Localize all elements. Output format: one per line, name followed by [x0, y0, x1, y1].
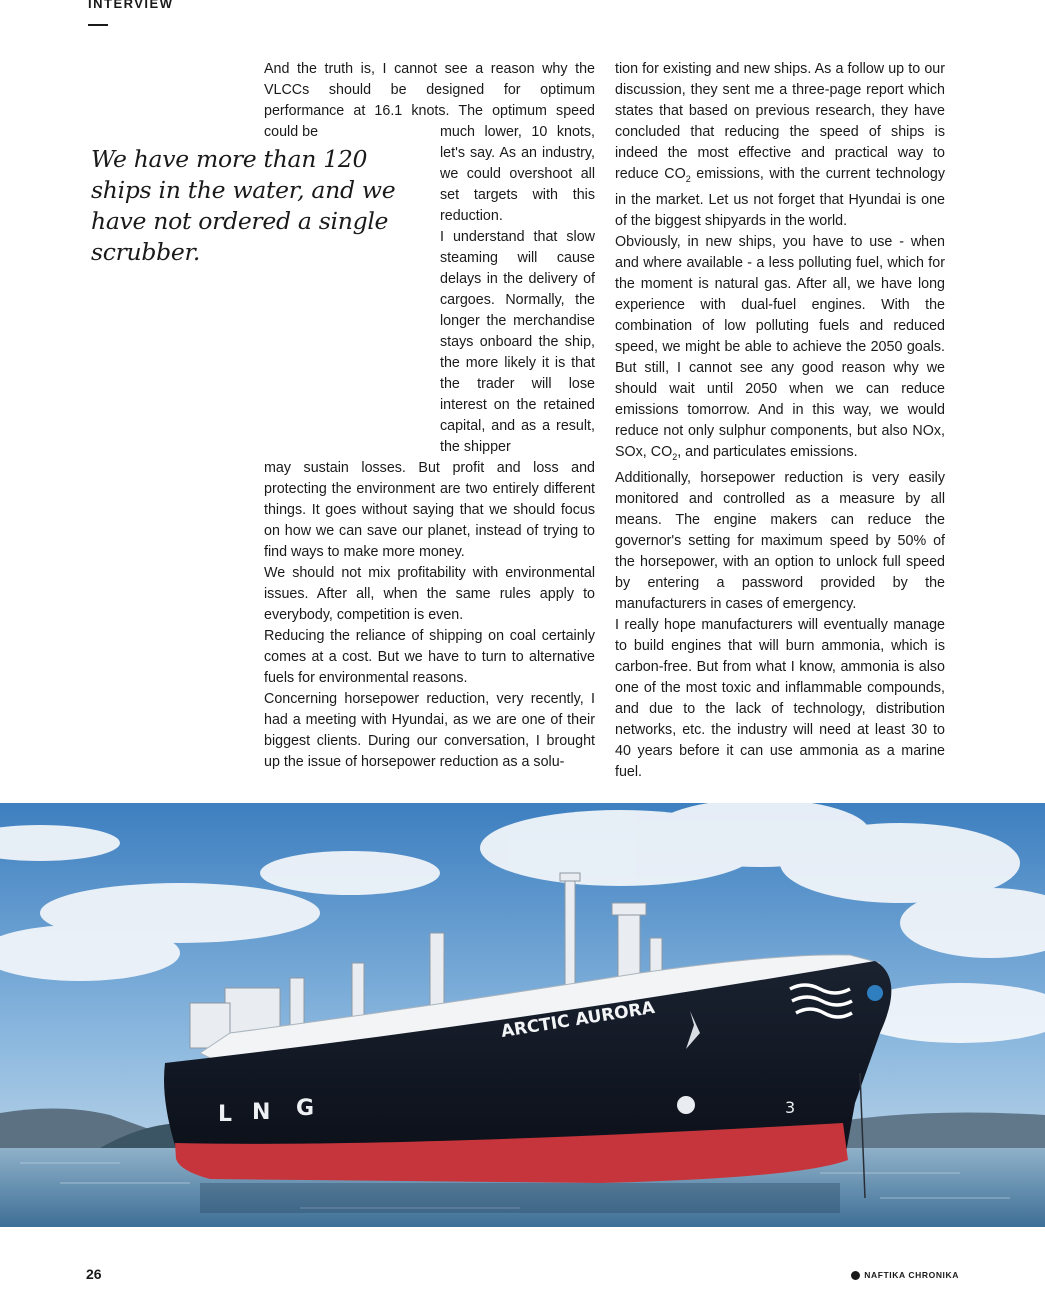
- paragraph: tion for existing and new ships. As a follow up to our discussion, they sent me a three-page report which states that based on previous research, they have concluded that reducing the speed of ships is indeed the most effective and practical way to reduce $CO_2$ emissions, with the current technology in the market. Let us not forget that Hyundai is one of the biggest shipyards in the world.: [615, 61, 945, 229]
- bow-mark: 3: [785, 1098, 796, 1117]
- lng-carrier-photo: [0, 803, 1045, 1227]
- pull-quote: We have more than 120 ships in the water, and we have not ordered a single scrubber.: [91, 145, 396, 266]
- brand-name: NAFTIKA CHRONIKA: [864, 1270, 959, 1280]
- paragraph: I understand that slow steaming will cause delays in the delivery of cargoes. Normally, the longer the merchandise stays onboard the ship, the more likely it is that the trader will lose interest on the retained capital, and as a result, the shipper: [440, 229, 595, 455]
- hull-letter: N: [252, 1100, 271, 1125]
- paragraph: And the truth is, I cannot see a reason why the VLCCs should be designed for optimum performance at 16.1 knots. The optimum speed could be: [264, 61, 595, 140]
- footer-brand: [851, 1270, 959, 1280]
- paragraph: Concerning horsepower reduction, very recently, I had a meeting with Hyundai, as we are one of their biggest clients. During our conversation, I brought up the issue of horsepower reduction as a solu-: [264, 691, 595, 770]
- paragraph: We should not mix profitability with environmental issues. After all, when the same rules apply to everybody, competition is even.: [264, 565, 595, 623]
- hull-letter: L: [218, 1102, 233, 1127]
- paragraph: Obviously, in new ships, you have to use - when and where available - a less polluting fuel, which for the moment is natural gas. After all, we have long experience with dual-fuel engines. With the combination of low polluting fuels and reduced speed, we might be able to achieve the 2050 goals. But still, I cannot see any good reason why we should wait until 2050 when we can reduce emissions tomorrow. And in this way, we would reduce not only sulphur components, but also NOx, SOx, $CO_2$, and particulates emissions.: [615, 233, 945, 462]
- section-divider: [88, 24, 108, 26]
- svg-text:ARCTIC AURORA: ARCTIC AURORA: [499, 997, 657, 1042]
- hull-letter: G: [296, 1096, 315, 1121]
- brand-logo-icon: [851, 1271, 860, 1280]
- section-label: INTERVIEW: [88, 0, 174, 11]
- article-column-2: [615, 59, 945, 783]
- paragraph: Additionally, horsepower reduction is very easily monitored and controlled as a measure by all means. The engine makers can reduce the governor's setting for maximum speed by 50% of the horsepower, with an option to unlock full speed by entering a password provided by the manufacturers in cases of emergency.: [615, 469, 945, 612]
- article-column-1-bottom: [264, 458, 595, 773]
- paragraph: I really hope manufacturers will eventually manage to build engines that will burn ammonia, which is carbon-free. But from what I know, ammonia is also one of the most toxic and inflammable compounds, and due to the lack of technology, distribution networks, etc. the industry will need at least 30 to 40 years before it can use ammonia as a marine fuel.: [615, 616, 945, 780]
- paragraph: may sustain losses. But profit and loss and protecting the environment are two entirely different things. It goes without saying that we should focus on how we can save our planet, instead of trying to find ways to make more money.: [264, 460, 595, 560]
- article-column-1-narrow: [440, 122, 595, 458]
- page-number: 26: [86, 1266, 102, 1282]
- paragraph: much lower, 10 knots, let's say. As an industry, we could overshoot all set targets with this reduction.: [440, 124, 595, 224]
- paragraph: Reducing the reliance of shipping on coal certainly comes at a cost. But we have to turn to alternative fuels for environmental reasons.: [264, 628, 595, 686]
